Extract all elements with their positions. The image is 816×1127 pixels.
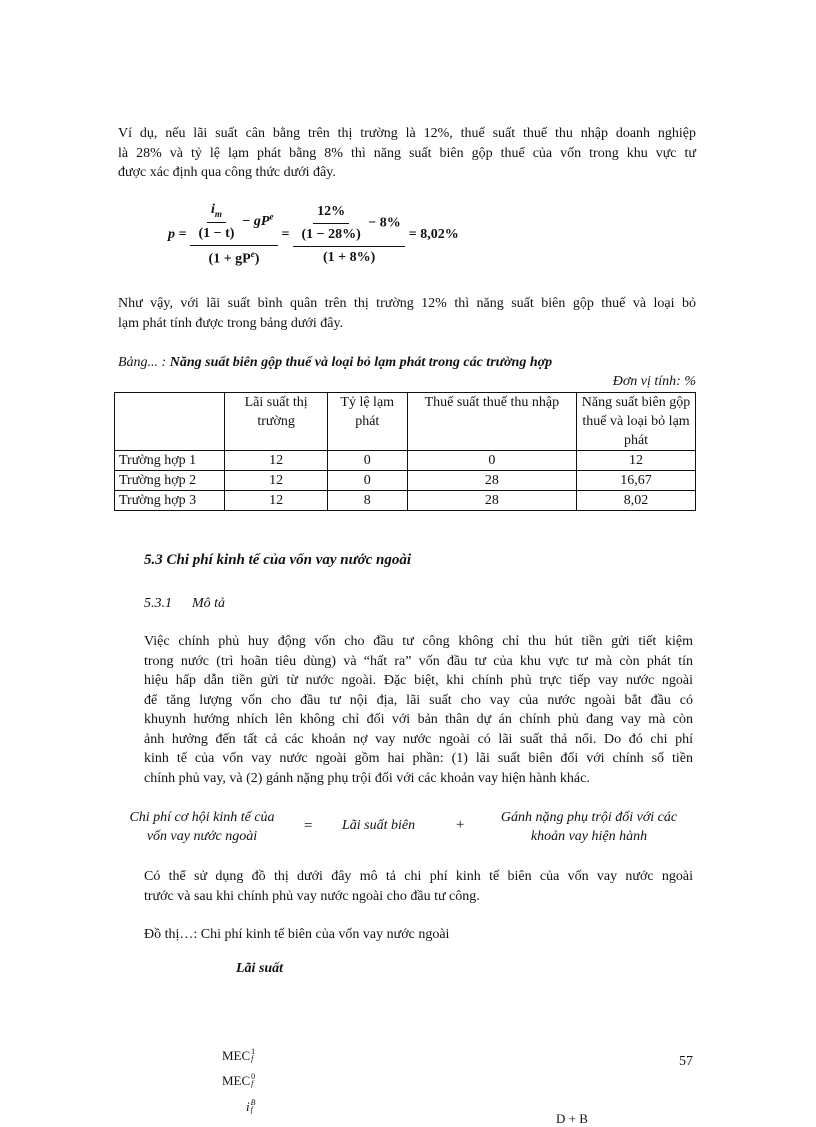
table-header-cell: Lãi suất thị trường bbox=[225, 393, 327, 451]
formula-i: i bbox=[211, 202, 215, 217]
graph-mec1-text: MEC bbox=[222, 1048, 251, 1063]
equation-left bbox=[112, 808, 292, 846]
body-line: kinh tế của vốn vay nước ngoài gồm hai phần: (1) lãi suất biên đối với chính số tiền bbox=[144, 751, 693, 766]
graph-label-d-plus-b: D + B bbox=[556, 1111, 588, 1126]
graph-label-mec0 bbox=[222, 1073, 255, 1089]
table-header-cell: Năng suất biên gộp thuế và loại bỏ lạm phát bbox=[577, 393, 696, 451]
para2-line: lạm phát tính được trong bảng dưới đây. bbox=[118, 315, 344, 331]
body-line: Việc chính phủ huy động vốn cho đầu tư công không chỉ thu hút tiền gửi tiết kiệm bbox=[144, 634, 693, 649]
table-cell: 16,67 bbox=[577, 471, 696, 491]
formula-i-sub: m bbox=[214, 208, 222, 219]
formula-inner-den: (1 − t) bbox=[198, 225, 235, 241]
table-header-cell bbox=[115, 393, 225, 451]
table-row bbox=[115, 491, 696, 511]
formula-1-8: (1 + 8%) bbox=[322, 249, 376, 265]
formula-fraction-symbolic bbox=[190, 202, 277, 267]
section-title: 5.3 Chi phí kinh tế của vốn vay nước ngoài bbox=[144, 552, 412, 568]
formula-den-sup: e bbox=[250, 248, 255, 259]
paragraph-2 bbox=[118, 294, 696, 333]
intro-line: là 28% và tỷ lệ lạm phát bằng 8% thì năng suất biên gộp thuế của vốn trong khu vực tư bbox=[118, 145, 696, 161]
para2-line: Như vậy, với lãi suất bình quân trên thị trường 12% thì năng suất biên gộp thuế và loại bỏ bbox=[118, 296, 696, 311]
body-line: ảnh hưởng đến tất cả các khoản nợ vay nước ngoài có lãi suất thả nổi. Do đó chi phí bbox=[144, 731, 693, 747]
formula-result: = 8,02% bbox=[408, 226, 459, 242]
graph-mec0-sub: f bbox=[251, 1079, 254, 1088]
graph-mec1-sup: 1 bbox=[251, 1047, 256, 1056]
body-line: hiệu hấp dẫn tiền gửi từ nước ngoài. Đặc biệt, khi chính phủ trực tiếp vay nước ngoài bbox=[144, 673, 693, 688]
graph-mec0-sup: 0 bbox=[251, 1072, 256, 1081]
table-header-cell: Thuế suất thuế thu nhập bbox=[407, 393, 576, 451]
table-cell: 12 bbox=[225, 471, 327, 491]
graph-i-text: i bbox=[246, 1099, 250, 1114]
table-cell: Trường hợp 3 bbox=[115, 491, 225, 511]
graph-label-mec1 bbox=[222, 1048, 255, 1064]
subsection-heading bbox=[144, 596, 225, 612]
page-number: 57 bbox=[679, 1054, 693, 1069]
intro-paragraph bbox=[118, 124, 696, 183]
formula-lhs: p = bbox=[168, 226, 187, 242]
table-unit: Đơn vị tính: % bbox=[612, 374, 696, 389]
table-row bbox=[115, 451, 696, 471]
intro-line: Ví dụ, nếu lãi suất cân bằng trên thị trường là 12%, thuế suất thuế thu nhập doanh nghiệp bbox=[118, 126, 696, 141]
para3-line: trước và sau khi chính phủ vay nước ngoài cho đầu tư công. bbox=[144, 888, 480, 904]
graph-mec1-sub: f bbox=[251, 1054, 254, 1063]
formula-den-end: ) bbox=[254, 251, 260, 267]
equation-right-line: Gánh nặng phụ trội đối với các bbox=[500, 810, 678, 825]
equation-right bbox=[480, 808, 698, 846]
graph-caption: Đồ thị…: Chi phí kinh tế biên của vốn vay nước ngoài bbox=[144, 927, 450, 942]
equation-left-line: vốn vay nước ngoài bbox=[146, 829, 258, 844]
table-cell: Trường hợp 1 bbox=[115, 451, 225, 471]
equation-middle: Lãi suất biên bbox=[342, 818, 416, 833]
subsection-title: Mô tả bbox=[192, 596, 226, 611]
table-cell: 8 bbox=[327, 491, 407, 511]
table-cell: 28 bbox=[407, 491, 576, 511]
table-cell: 0 bbox=[327, 451, 407, 471]
body-line: để tăng lượng vốn cho đầu tư nội địa, lãi suất cho vay của nước ngoài bắt đầu có bbox=[144, 692, 693, 708]
formula-12: 12% bbox=[313, 204, 349, 224]
equation-equals: = bbox=[304, 818, 313, 834]
graph-i-sup: B bbox=[250, 1098, 256, 1107]
table-row bbox=[115, 471, 696, 491]
formula-fraction-numeric bbox=[293, 204, 404, 266]
graph-label-i bbox=[246, 1099, 256, 1115]
intro-line: được xác định qua công thức dưới đây. bbox=[118, 165, 336, 180]
table-cell: 28 bbox=[407, 471, 576, 491]
table-cell: 0 bbox=[327, 471, 407, 491]
table-header-cell: Tỷ lệ lạm phát bbox=[327, 393, 407, 451]
para3-line: Có thể sử dụng đồ thị dưới đây mô tả chi phí kinh tế biên của vốn vay nước ngoài bbox=[144, 869, 693, 884]
body-line: chính phủ vay, và (2) gánh nặng phụ trội đối với các khoản vay hiện hành khác. bbox=[144, 770, 590, 786]
data-table bbox=[114, 392, 696, 511]
table-cell: 12 bbox=[225, 451, 327, 471]
table-caption-title: Năng suất biên gộp thuế và loại bỏ lạm phát trong các trường hợp bbox=[169, 355, 553, 370]
table-cell: 12 bbox=[577, 451, 696, 471]
body-line: khuynh hướng nhích lên không chỉ đối với bản thân dự án chính phủ đang vay mà còn bbox=[144, 712, 693, 727]
graph-mec0-text: MEC bbox=[222, 1073, 251, 1088]
subsection-number: 5.3.1 bbox=[144, 596, 172, 611]
graph-y-axis-label: Lãi suất bbox=[236, 961, 284, 976]
table-cell: 8,02 bbox=[577, 491, 696, 511]
formula-gpe-sup: e bbox=[269, 211, 274, 222]
body-paragraph bbox=[144, 632, 693, 788]
formula-eq1: = bbox=[281, 226, 290, 242]
formula-minus-8: − 8% bbox=[368, 215, 401, 231]
formula-1-28: (1 − 28%) bbox=[301, 226, 361, 242]
formula bbox=[168, 202, 459, 267]
table-caption-prefix: Bảng... : bbox=[118, 355, 170, 370]
formula-gpe: − gP bbox=[241, 214, 270, 230]
body-line: trong nước (trì hoãn tiêu dùng) và “hất ra” vốn đầu tư của khu vực tư mà còn phát tín bbox=[144, 653, 693, 669]
equation-left-line: Chi phí cơ hội kinh tế của bbox=[129, 810, 275, 825]
table-caption bbox=[118, 355, 552, 371]
equation-right-line: khoản vay hiện hành bbox=[530, 829, 648, 844]
paragraph-3 bbox=[144, 867, 693, 906]
equation-plus: + bbox=[456, 817, 465, 833]
table-cell: Trường hợp 2 bbox=[115, 471, 225, 491]
table-cell: 0 bbox=[407, 451, 576, 471]
table-cell: 12 bbox=[225, 491, 327, 511]
formula-den: (1 + gP bbox=[208, 251, 251, 267]
graph-i-sub: f bbox=[250, 1105, 253, 1114]
table-header-row bbox=[115, 393, 696, 451]
